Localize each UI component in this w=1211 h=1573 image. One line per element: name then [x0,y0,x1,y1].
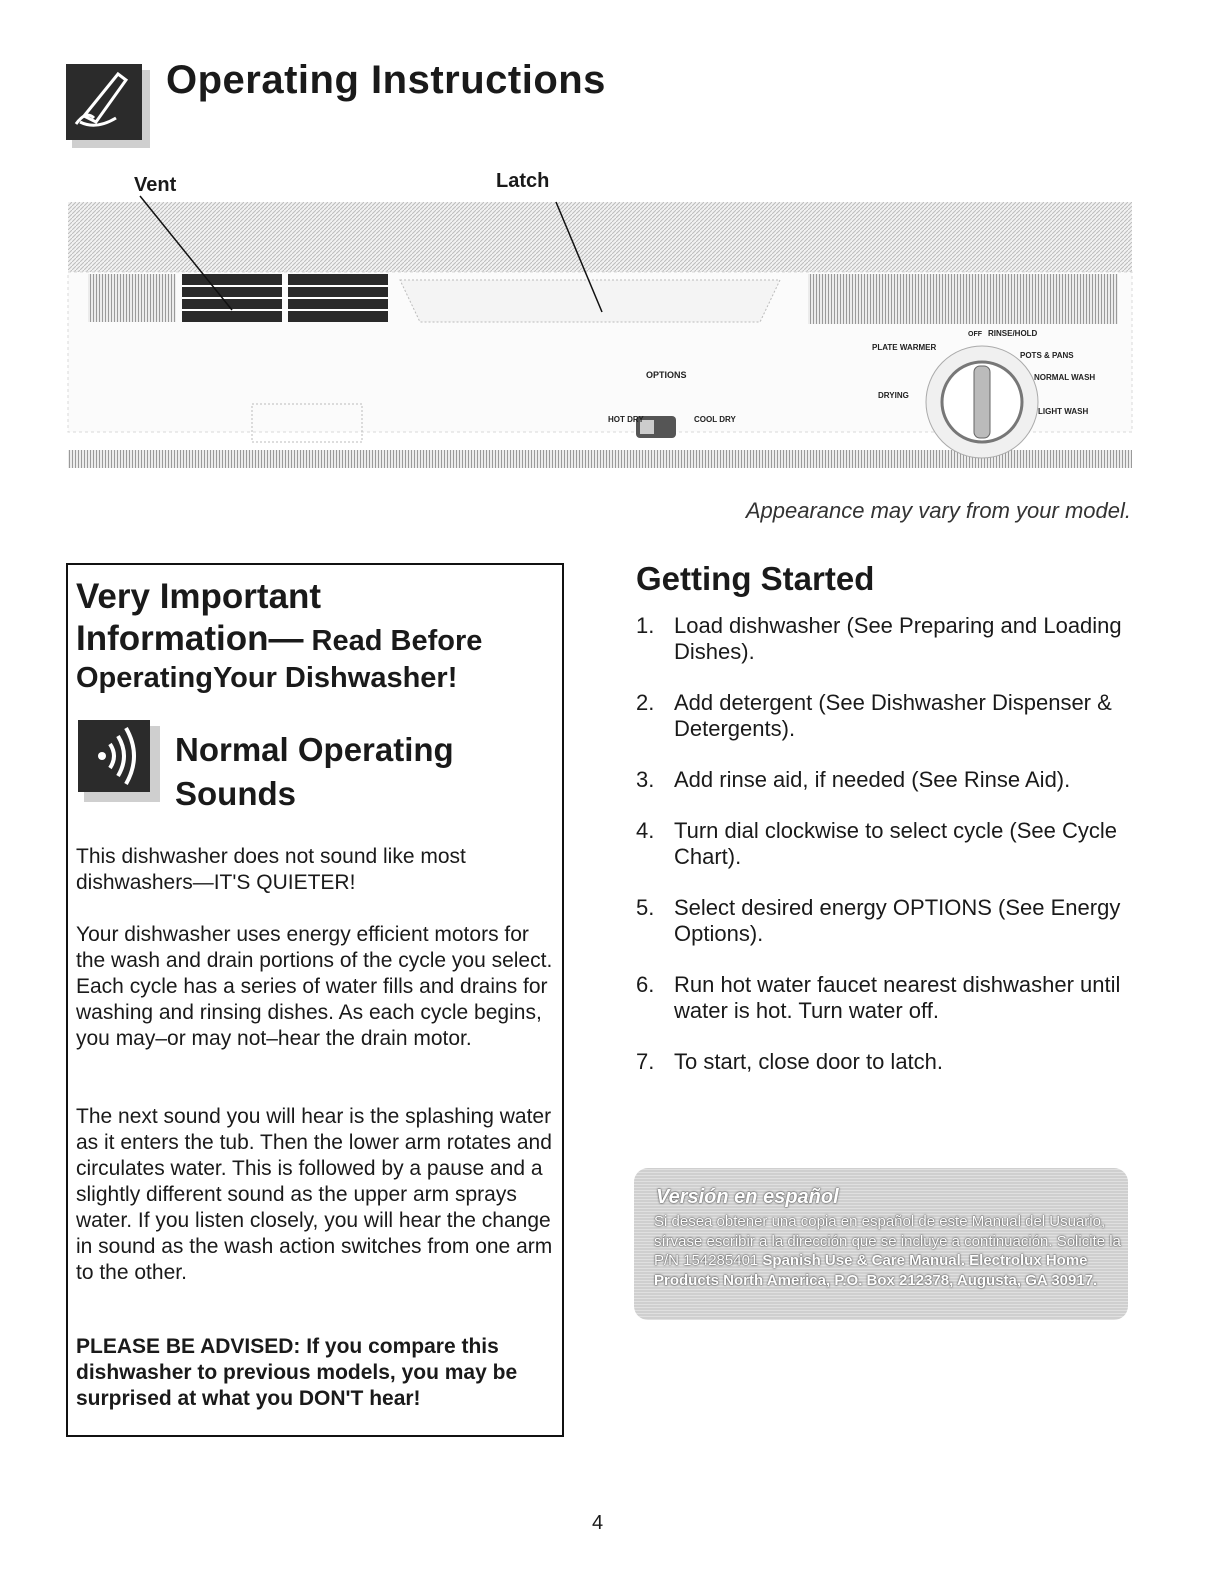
heading-line3: OperatingYour Dishwasher! [76,662,458,694]
step-item [636,690,1136,742]
spanish-text-plain: Si desea obtener una copia en español de este Manual del Usuario, sírvase escribir a la dirección que se incluye a continuación. Solicite la P/N 154285401 [654,1213,1121,1269]
steps-list [636,613,1136,1100]
getting-started-title: Getting Started [636,560,875,597]
vent-label: Vent [134,174,177,196]
appearance-caption: Appearance may vary from your model. [745,498,1131,523]
normal-wash-text: NORMAL WASH [1034,373,1096,382]
sound-icon [78,706,162,806]
off-text: OFF [968,331,982,338]
step-text: Add detergent (See Dishwasher Dispenser & Detergents). [674,690,1112,741]
spanish-title: Versión en español [656,1186,839,1208]
step-number: 3. [636,767,655,792]
step-number: 4. [636,818,655,843]
step-item [636,818,1136,870]
para-sounds: The next sound you will hear is the splashing water as it enters the tub. Then the lower arm rotates and circulates water. This is followed by a pause and a slightly different sound as the upper arm sprays water. If you listen closely, you will hear the change in sound as the wash action switches from one arm to the other. [76,1105,553,1284]
light-wash-text: LIGHT WASH [1038,407,1089,416]
spanish-text [654,1212,1124,1290]
step-number: 5. [636,895,655,920]
step-text: Load dishwasher (See Preparing and Loading Dishes). [674,613,1122,664]
step-text: To start, close door to latch. [674,1049,944,1074]
pots-pans-text: POTS & PANS [1020,351,1074,360]
step-number: 1. [636,613,655,638]
latch-label: Latch [496,170,550,192]
heading-line2a: Information— [76,619,304,658]
control-panel-illustration [60,170,1140,490]
vent-slots [88,274,388,322]
step-number: 6. [636,972,655,997]
hot-dry-text: HOT DRY [608,415,644,424]
important-heading [76,576,556,662]
step-item [636,1049,1136,1075]
para-motors: Your dishwasher uses energy efficient motors for the wash and drain portions of the cycle you select. Each cycle has a series of water fills and drains for washing and rinsing dishes. As each cycle begins, you may–or may not–hear the drain motor. [76,923,553,1050]
operating-instructions-icon [66,60,150,148]
page-title: Operating Instructions [166,58,606,102]
spanish-text-bold: Spanish Use & Care Manual. Electrolux Home Products North America, P.O. Box 212378, Augusta, GA 30917. [654,1252,1098,1289]
step-item [636,767,1136,793]
heading-line1: Very Important [76,577,322,616]
para-quieter: This dishwasher does not sound like most dishwashers—IT'S QUIETER! [76,845,466,894]
rinse-hold-text: RINSE/HOLD [988,329,1038,338]
sounds-title: Normal Operating Sounds [175,731,454,812]
cool-dry-text: COOL DRY [694,415,736,424]
step-number: 2. [636,690,655,715]
step-item [636,613,1136,665]
plate-warmer-text: PLATE WARMER [872,343,937,352]
step-text: Run hot water faucet nearest dishwasher until water is hot. Turn water off. [674,972,1121,1023]
step-text: Select desired energy OPTIONS (See Energy Options). [674,895,1121,946]
step-text: Add rinse aid, if needed (See Rinse Aid). [674,767,1071,792]
step-text: Turn dial clockwise to select cycle (See Cycle Chart). [674,818,1118,869]
options-text: OPTIONS [646,370,687,380]
step-item [636,895,1136,947]
step-item [636,972,1136,1024]
heading-line2b: Read Before [303,625,483,657]
drying-text: DRYING [878,391,909,400]
page-number: 4 [592,1512,604,1534]
advise-text: PLEASE BE ADVISED: If you compare this dishwasher to previous models, you may be surprised at what you DON'T hear! [76,1335,518,1410]
step-number: 7. [636,1049,655,1074]
